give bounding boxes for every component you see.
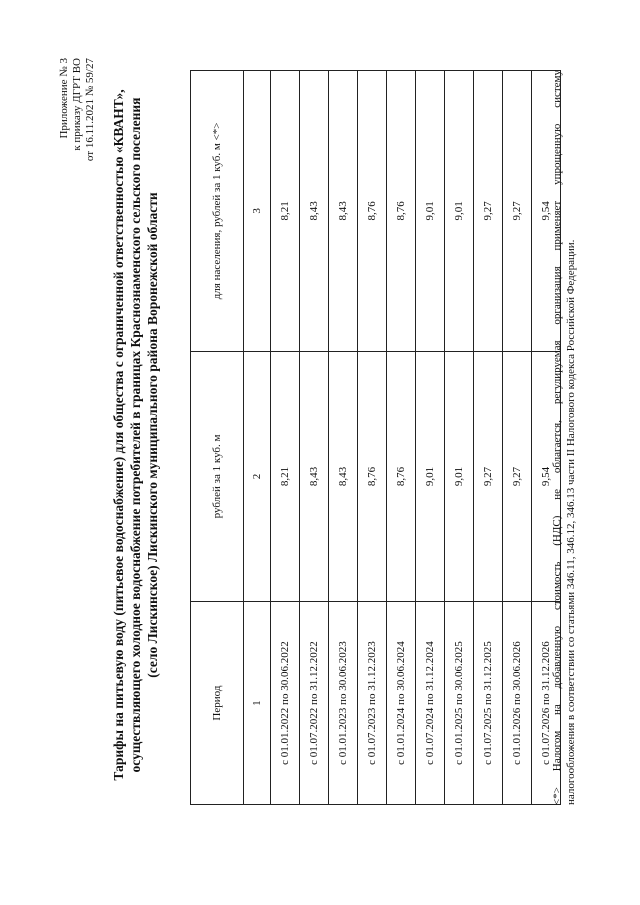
cell-rate: 8,76 <box>387 351 416 601</box>
cell-rate-population: 8,76 <box>358 71 387 352</box>
column-number-row <box>244 71 271 805</box>
table-row <box>358 71 387 805</box>
cell-rate-population: 9,27 <box>503 71 532 352</box>
cell-rate-population: 9,01 <box>416 71 445 352</box>
cell-rate: 9,27 <box>503 351 532 601</box>
title-line-1: Тарифы на питьевую воду (питьевое водоснабжение) для общества с ограниченной ответственностью «КВАНТ», <box>111 89 126 781</box>
table-row <box>387 71 416 805</box>
document-title <box>110 55 161 815</box>
table-body <box>271 71 561 805</box>
cell-period: с 01.01.2026 по 30.06.2026 <box>503 602 532 805</box>
annex-line-2: к приказу ДГРТ ВО <box>71 58 83 151</box>
title-line-3: (село Лискинское) Лискинского муниципального района Воронежской области <box>145 192 160 678</box>
footnote <box>550 70 578 805</box>
table-header-row <box>191 71 244 805</box>
cell-rate-population: 9,27 <box>474 71 503 352</box>
column-number: 2 <box>244 351 271 601</box>
table-row <box>300 71 329 805</box>
cell-rate: 9,01 <box>445 351 474 601</box>
cell-rate: 8,76 <box>358 351 387 601</box>
title-line-2: осуществляющего холодное водоснабжение потребителей в границах Краснознаменского сельского поселения <box>128 97 143 773</box>
cell-period: с 01.07.2026 по 31.12.2026 <box>532 602 561 805</box>
footnote-line-2: налогообложения в соответствии со статьями 346.11, 346.12, 346.13 части II Налогового кодекса Российской Федерации. <box>565 239 577 805</box>
annex-line-3: от 16.11.2021 № 59/27 <box>84 58 96 162</box>
header-rate-population: для населения, рублей за 1 куб. м <*> <box>191 71 244 352</box>
header-rate: рублей за 1 куб. м <box>191 351 244 601</box>
table-row <box>445 71 474 805</box>
header-period: Период <box>191 602 244 805</box>
cell-rate: 8,43 <box>329 351 358 601</box>
cell-period: с 01.01.2025 по 30.06.2025 <box>445 602 474 805</box>
annex-header <box>58 58 97 161</box>
cell-rate-population: 9,01 <box>445 71 474 352</box>
cell-rate-population: 8,21 <box>271 71 300 352</box>
table-row <box>474 71 503 805</box>
column-number: 3 <box>244 71 271 352</box>
table-row <box>329 71 358 805</box>
cell-period: с 01.07.2025 по 31.12.2025 <box>474 602 503 805</box>
cell-rate-population: 8,76 <box>387 71 416 352</box>
annex-line-1: Приложение № 3 <box>58 58 70 139</box>
cell-rate: 8,21 <box>271 351 300 601</box>
cell-period: с 01.07.2022 по 31.12.2022 <box>300 602 329 805</box>
cell-rate: 9,01 <box>416 351 445 601</box>
cell-rate-population: 8,43 <box>329 71 358 352</box>
cell-period: с 01.01.2022 по 30.06.2022 <box>271 602 300 805</box>
table-row <box>416 71 445 805</box>
cell-rate: 8,43 <box>300 351 329 601</box>
footnote-line-1: <*> Налогом на добавленную стоимость (НДС) не облагается, регулируемая организация применяет упрощенную систему <box>551 70 563 805</box>
cell-rate: 9,27 <box>474 351 503 601</box>
column-number: 1 <box>244 602 271 805</box>
cell-period: с 01.01.2024 по 30.06.2024 <box>387 602 416 805</box>
cell-period: с 01.07.2023 по 31.12.2023 <box>358 602 387 805</box>
cell-rate-population: 9,54 <box>532 71 561 352</box>
cell-period: с 01.07.2024 по 31.12.2024 <box>416 602 445 805</box>
tariff-table <box>190 70 561 805</box>
cell-rate: 9,54 <box>532 351 561 601</box>
cell-rate-population: 8,43 <box>300 71 329 352</box>
table-row <box>503 71 532 805</box>
cell-period: с 01.01.2023 по 30.06.2023 <box>329 602 358 805</box>
table-row <box>271 71 300 805</box>
